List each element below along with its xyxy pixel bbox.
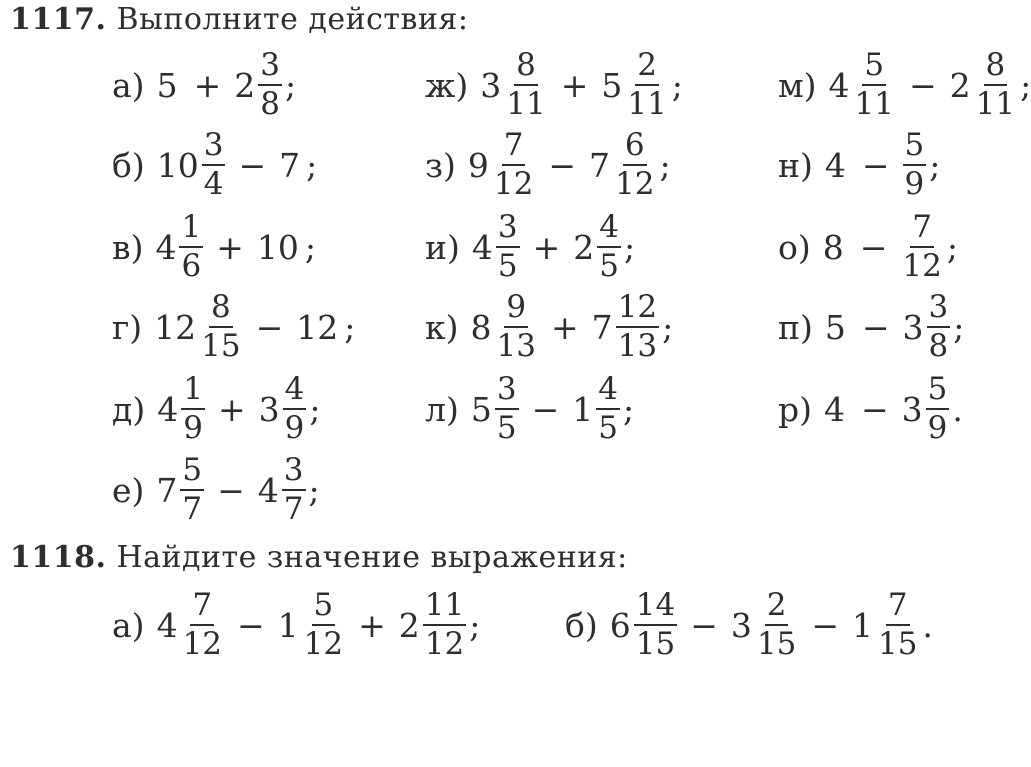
exercise-label: в) xyxy=(112,227,144,267)
exercise-item xyxy=(425,289,673,365)
denominator: 11 xyxy=(854,86,894,122)
denominator: 8 xyxy=(260,86,280,122)
fraction xyxy=(496,209,520,284)
punctuation: ; xyxy=(304,227,316,267)
denominator: 11 xyxy=(506,86,546,122)
whole-number: 3 xyxy=(480,65,502,105)
operator: + xyxy=(550,307,579,347)
numerator: 7 xyxy=(190,590,214,626)
whole-number: 4 xyxy=(156,605,178,645)
fraction xyxy=(283,371,307,446)
punctuation: ; xyxy=(306,145,318,185)
numerator: 14 xyxy=(634,590,677,626)
exercise-item xyxy=(112,371,320,447)
numerator: 3 xyxy=(258,50,282,86)
whole-number: 4 xyxy=(157,389,179,429)
denominator: 5 xyxy=(496,410,517,446)
exercise-item xyxy=(112,209,316,285)
fraction xyxy=(927,289,951,364)
fraction xyxy=(876,587,919,662)
punctuation: . xyxy=(952,389,963,429)
whole-number: 9 xyxy=(467,145,489,185)
fraction xyxy=(495,371,519,446)
fraction xyxy=(597,209,621,284)
whole-number: 2 xyxy=(573,227,595,267)
exercise-item xyxy=(565,587,933,663)
denominator: 9 xyxy=(284,410,305,446)
exercise-label: п) xyxy=(778,307,813,347)
operator: − xyxy=(237,605,265,645)
fraction xyxy=(755,587,798,662)
exercise-item xyxy=(778,127,940,203)
fraction xyxy=(504,47,547,122)
fraction xyxy=(625,47,668,122)
exercise-label: б) xyxy=(565,605,598,645)
exercise-label: р) xyxy=(778,389,812,429)
numerator: 9 xyxy=(504,292,528,328)
exercise-item xyxy=(778,209,958,285)
punctuation: . xyxy=(922,605,933,645)
denominator: 11 xyxy=(975,86,1016,122)
operator: − xyxy=(255,307,284,347)
problem-heading: Найдите значение выражения: xyxy=(116,540,628,575)
whole-number: 3 xyxy=(902,307,924,347)
operator: + xyxy=(216,227,244,267)
operator: + xyxy=(560,65,589,105)
whole-number: 10 xyxy=(256,227,299,267)
numerator: 6 xyxy=(623,130,647,166)
numerator: 4 xyxy=(596,374,620,410)
whole-number: 4 xyxy=(824,389,845,429)
whole-number: 5 xyxy=(156,65,178,105)
exercise-label: е) xyxy=(112,470,145,510)
fraction xyxy=(258,47,282,122)
fraction xyxy=(613,127,656,202)
exercise-item xyxy=(425,127,671,203)
whole-number: 6 xyxy=(609,605,631,645)
whole-number: 2 xyxy=(234,65,256,105)
problem-title xyxy=(10,540,628,575)
numerator: 3 xyxy=(495,374,519,410)
punctuation: ; xyxy=(309,389,321,429)
exercise-label: г) xyxy=(112,307,143,347)
fraction xyxy=(900,209,943,284)
numerator: 2 xyxy=(765,590,789,626)
denominator: 13 xyxy=(617,328,658,364)
whole-number: 4 xyxy=(828,65,850,105)
operator: + xyxy=(532,227,561,267)
fraction xyxy=(974,47,1017,122)
exercise-item xyxy=(425,371,634,447)
numerator: 3 xyxy=(927,292,951,328)
numerator: 3 xyxy=(496,212,520,248)
punctuation: ; xyxy=(946,227,958,267)
operator: − xyxy=(690,605,718,645)
denominator: 12 xyxy=(182,626,223,662)
whole-number: 8 xyxy=(822,227,844,267)
numerator: 4 xyxy=(283,374,307,410)
denominator: 11 xyxy=(627,86,667,122)
operator: − xyxy=(861,389,889,429)
fraction xyxy=(202,127,226,202)
exercise-item xyxy=(112,587,480,663)
fraction xyxy=(199,289,242,364)
punctuation: ; xyxy=(929,145,941,185)
exercise-label: л) xyxy=(425,389,459,429)
punctuation: ; xyxy=(622,389,635,429)
fraction xyxy=(634,587,677,662)
denominator: 7 xyxy=(182,491,203,527)
punctuation: ; xyxy=(662,307,674,347)
whole-number: 4 xyxy=(824,145,846,185)
punctuation: ; xyxy=(1020,65,1031,105)
problem-heading: Выполните действия: xyxy=(116,2,469,37)
fraction xyxy=(180,452,204,527)
denominator: 15 xyxy=(756,626,797,662)
whole-number: 1 xyxy=(851,605,873,645)
denominator: 12 xyxy=(424,626,465,662)
numerator: 5 xyxy=(926,374,950,410)
denominator: 8 xyxy=(928,328,949,364)
whole-number: 4 xyxy=(471,227,493,267)
numerator: 4 xyxy=(597,212,621,248)
operator: − xyxy=(859,227,888,267)
exercise-label: б) xyxy=(112,145,145,185)
numerator: 7 xyxy=(502,130,526,166)
exercise-label: а) xyxy=(112,605,145,645)
denominator: 9 xyxy=(904,166,925,202)
punctuation: ; xyxy=(469,605,481,645)
punctuation: ; xyxy=(284,65,297,105)
exercise-item xyxy=(425,209,635,285)
operator: − xyxy=(217,470,245,510)
whole-number: 12 xyxy=(296,307,339,347)
whole-number: 4 xyxy=(155,227,177,267)
denominator: 4 xyxy=(203,166,224,202)
numerator: 1 xyxy=(181,374,205,410)
whole-number: 1 xyxy=(572,389,594,429)
numerator: 5 xyxy=(903,130,927,166)
whole-number: 2 xyxy=(949,65,971,105)
fraction xyxy=(179,209,203,284)
fraction xyxy=(181,371,205,446)
operator: − xyxy=(548,145,576,185)
numerator: 7 xyxy=(910,212,934,248)
exercise-label: ж) xyxy=(425,65,469,105)
whole-number: 8 xyxy=(470,307,492,347)
whole-number: 3 xyxy=(730,605,752,645)
denominator: 12 xyxy=(493,166,534,202)
denominator: 5 xyxy=(599,248,619,284)
exercise-label: а) xyxy=(112,65,145,105)
denominator: 5 xyxy=(497,248,518,284)
exercise-label: н) xyxy=(778,145,813,185)
problem-number: 1117. xyxy=(10,2,107,37)
denominator: 5 xyxy=(598,410,618,446)
numerator: 12 xyxy=(616,292,659,328)
fraction xyxy=(616,289,659,364)
denominator: 13 xyxy=(496,328,536,364)
operator: − xyxy=(861,145,890,185)
exercise-item xyxy=(112,47,296,123)
exercise-item xyxy=(112,127,317,203)
punctuation: ; xyxy=(659,145,671,185)
whole-number: 5 xyxy=(601,65,623,105)
problem-number: 1118. xyxy=(10,540,107,575)
denominator: 15 xyxy=(635,626,676,662)
exercise-label: и) xyxy=(425,227,460,267)
punctuation: ; xyxy=(308,470,320,510)
denominator: 12 xyxy=(902,248,942,284)
whole-number: 3 xyxy=(258,389,280,429)
numerator: 7 xyxy=(886,590,910,626)
numerator: 5 xyxy=(862,50,886,86)
fraction xyxy=(926,371,950,446)
whole-number: 7 xyxy=(279,145,301,185)
operator: − xyxy=(909,65,937,105)
exercise-label: к) xyxy=(425,307,459,347)
exercise-item xyxy=(425,47,683,123)
numerator: 2 xyxy=(635,50,659,86)
denominator: 15 xyxy=(201,328,241,364)
numerator: 3 xyxy=(202,130,226,166)
numerator: 11 xyxy=(423,590,466,626)
exercise-item xyxy=(778,371,963,447)
whole-number: 1 xyxy=(277,605,299,645)
fraction xyxy=(596,371,620,446)
whole-number: 5 xyxy=(470,389,492,429)
fraction xyxy=(853,47,896,122)
operator: − xyxy=(531,389,560,429)
operator: − xyxy=(811,605,839,645)
denominator: 12 xyxy=(303,626,344,662)
numerator: 8 xyxy=(514,50,538,86)
denominator: 15 xyxy=(877,626,918,662)
exercise-label: м) xyxy=(778,65,817,105)
whole-number: 7 xyxy=(591,307,613,347)
denominator: 9 xyxy=(927,410,948,446)
whole-number: 4 xyxy=(257,470,279,510)
fraction xyxy=(423,587,466,662)
punctuation: ; xyxy=(624,227,636,267)
whole-number: 7 xyxy=(156,470,178,510)
numerator: 5 xyxy=(180,455,204,491)
fraction xyxy=(492,127,535,202)
fraction xyxy=(181,587,224,662)
exercise-item xyxy=(112,452,320,528)
operator: + xyxy=(193,65,222,105)
punctuation: ; xyxy=(671,65,683,105)
fraction xyxy=(302,587,345,662)
whole-number: 3 xyxy=(901,389,923,429)
punctuation: ; xyxy=(953,307,965,347)
fraction xyxy=(282,452,306,527)
whole-number: 5 xyxy=(824,307,846,347)
numerator: 1 xyxy=(179,212,203,248)
whole-number: 12 xyxy=(154,307,197,347)
operator: − xyxy=(238,145,267,185)
fraction xyxy=(903,127,927,202)
exercise-label: о) xyxy=(778,227,811,267)
operator: + xyxy=(358,605,386,645)
exercise-label: з) xyxy=(425,145,456,185)
whole-number: 2 xyxy=(398,605,420,645)
fraction xyxy=(495,289,538,364)
denominator: 9 xyxy=(183,410,203,446)
exercise-label: д) xyxy=(112,389,146,429)
whole-number: 7 xyxy=(588,145,610,185)
exercise-item xyxy=(778,289,964,365)
exercise-item xyxy=(778,47,1031,123)
exercise-item xyxy=(112,289,355,365)
numerator: 8 xyxy=(209,292,233,328)
punctuation: ; xyxy=(344,307,356,347)
numerator: 8 xyxy=(984,50,1008,86)
operator: − xyxy=(861,307,890,347)
numerator: 3 xyxy=(282,455,306,491)
denominator: 6 xyxy=(181,248,202,284)
numerator: 5 xyxy=(312,590,336,626)
denominator: 7 xyxy=(283,491,304,527)
denominator: 12 xyxy=(614,166,655,202)
whole-number: 10 xyxy=(156,145,199,185)
problem-title xyxy=(10,2,468,37)
operator: + xyxy=(217,389,246,429)
